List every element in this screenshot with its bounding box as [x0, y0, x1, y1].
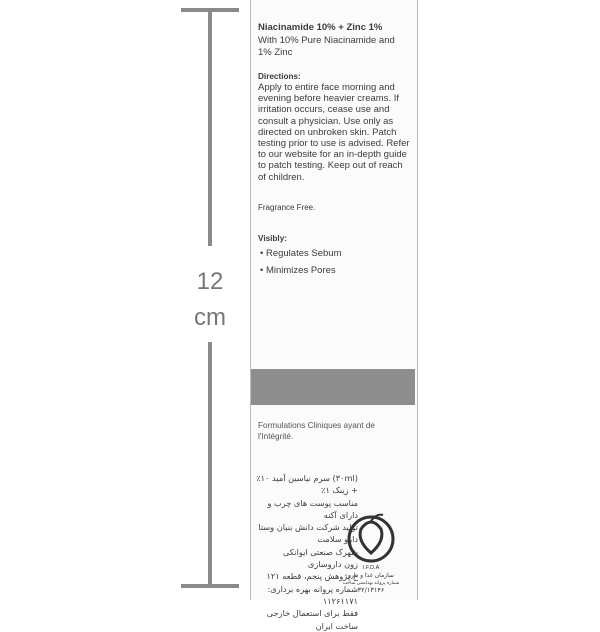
ruler-line-lower [208, 342, 212, 586]
ruler-line-upper [208, 10, 212, 246]
persian-line: تولید شرکت دانش بنیان وستا دارو سلامت [258, 522, 358, 545]
benefit-label: Minimizes Pores [265, 265, 336, 276]
ruler-bottom-cap [181, 584, 239, 588]
directions-text: Apply to entire face morning and evening before heavier creams. If irritation occurs, cease use and consult a physician. Use only as directed on unbroken skin. Patch testing prior to use is advised. Refer to our website for an in-depth guide to patch testing. Keep out of reach of children. [258, 82, 410, 183]
persian-line: خ پژوهش پنجم، قطعه ۱۲۱ [266, 571, 358, 582]
visibly-heading: Visibly: [258, 234, 287, 243]
benefit-item: • Minimizes Pores [260, 265, 336, 276]
seal-org: I.F.D.A [362, 565, 380, 571]
persian-line: فقط برای استعمال خارجی [266, 608, 358, 619]
ifda-seal-icon [333, 507, 409, 593]
persian-line: مناسب پوست های چرب و دارای آکنه [267, 497, 358, 520]
formulations-text: Formulations Cliniques ayant de l'Intégrité. [258, 421, 375, 441]
persian-line: ساخت ایران [315, 620, 358, 631]
persian-line: شماره پروانه بهره برداری: [267, 583, 358, 594]
product-title: Niacinamide 10% + Zinc 1% [258, 22, 383, 33]
directions-heading: Directions: [258, 72, 301, 81]
product-subtitle: With 10% Pure Niacinamide and 1% Zinc [258, 35, 395, 58]
seal-line1: سازمان غذا و دارو [348, 572, 394, 579]
benefit-label: Regulates Sebum [265, 248, 342, 259]
persian-line: ۱۱۲۶۱۱۷۱ [322, 595, 358, 606]
persian-line: شهرک صنعتی ایوانکی [282, 546, 358, 557]
ruler-unit: cm [194, 304, 226, 331]
seal-line2: شماره پروانه بهداشتی ساخت [342, 581, 400, 586]
ruler-value: 12 [196, 268, 224, 295]
gray-band [251, 369, 415, 405]
persian-line: (۳۰ml) سرم نیاسین آمید ۱۰٪ + زینک ۱٪ [256, 473, 358, 496]
benefit-item: • Regulates Sebum [260, 248, 342, 259]
persian-line: زون داروسازی [307, 559, 358, 570]
seal-number: ۳۲/۱۳۱۴۶ [357, 586, 385, 593]
fragrance-note: Fragrance Free. [258, 203, 316, 212]
